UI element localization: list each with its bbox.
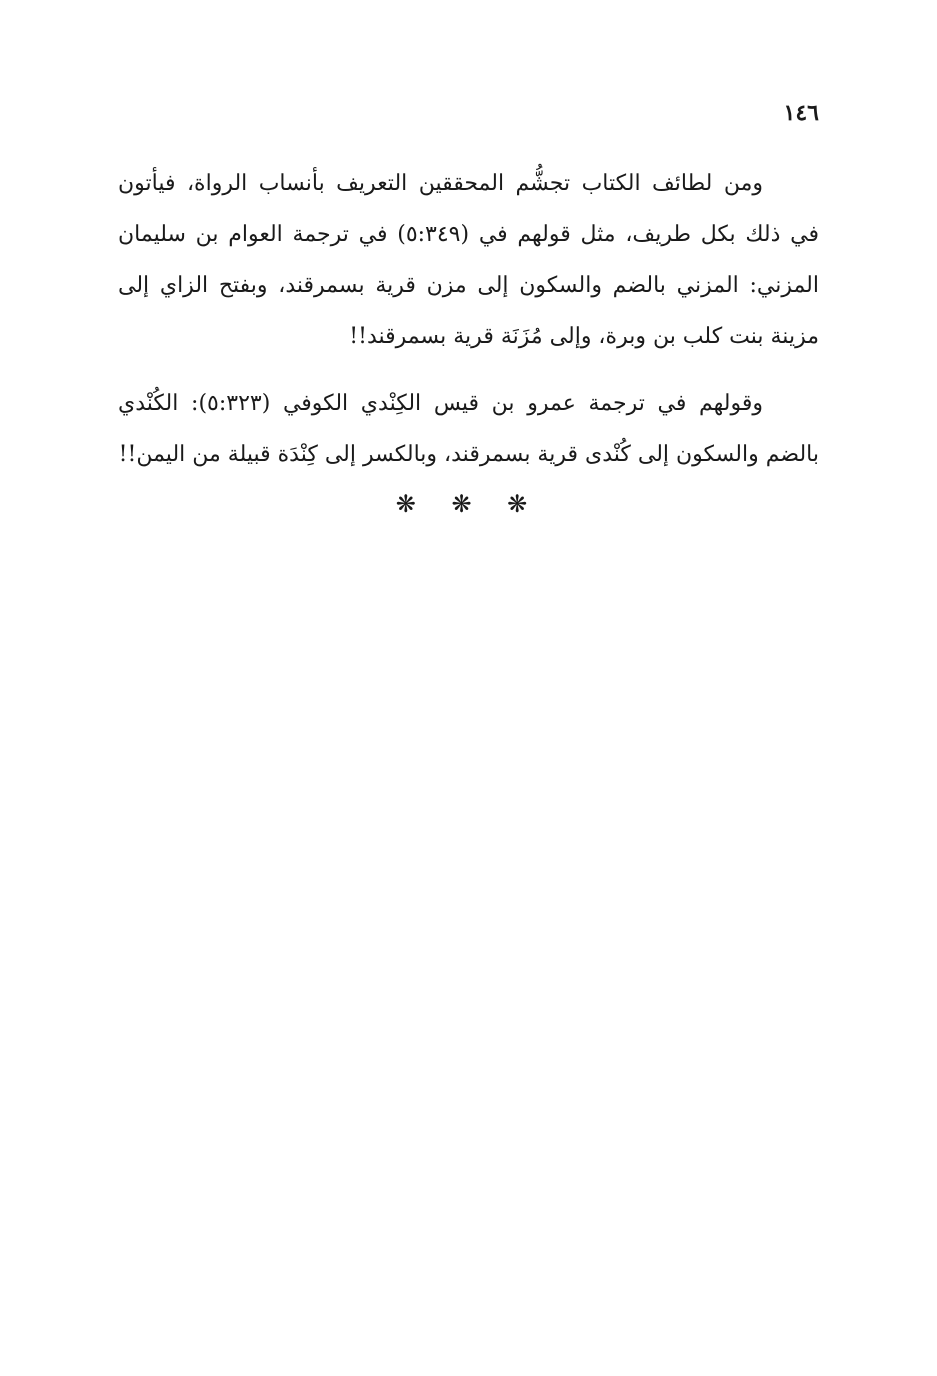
- paragraph-1: ومن لطائف الكتاب تجشُّم المحققين التعريف بأنساب الرواة، فيأتون في ذلك بكل طريف، مثل قولهم في (٥:٣٤٩) في ترجمة العوام بن سليمان المزني: المزني بالضم والسكون إلى مزن قرية بسمرقند، وبفتح الزاي إلى مزينة بنت كلب بن وبرة، وإلى مُزَنَة قرية بسمرقند!!: [118, 171, 819, 349]
- paragraph-2: وقولهم في ترجمة عمرو بن قيس الكِنْدي الكوفي (٥:٣٢٣): الكُنْدي بالضم والسكون إلى كُنْدى قرية بسمرقند، وبالكسر إلى كِنْدَة قبيلة من اليمن!!: [118, 391, 819, 467]
- page-number: ١٤٦: [783, 100, 819, 126]
- section-break-ornament: ❋ ❋ ❋: [395, 490, 542, 518]
- body-text: [118, 158, 819, 496]
